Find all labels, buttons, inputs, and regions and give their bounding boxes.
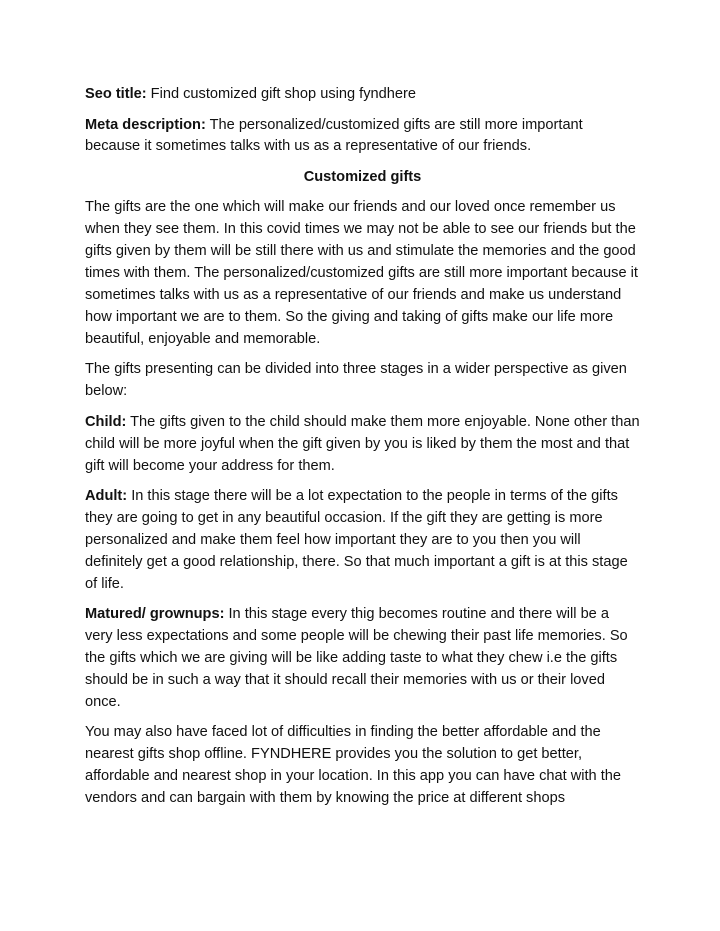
adult-stage-paragraph	[85, 486, 640, 596]
closing-paragraph: You may also have faced lot of difficulties in finding the better affordable and the nearest gifts shop offline. FYNDHERE provides you the solution to get better, affordable and nearest shop in your location. In this app you can have chat with the vendors and can bargain with them by knowing the price at different shops	[85, 724, 621, 807]
seo-title-label: Seo title:	[85, 86, 147, 102]
intro-paragraph: The gifts are the one which will make our friends and our loved once remember us when they see them. In this covid times we may not be able to see our friends but the gifts given by them will be still there with us and stimulate the memories and the good times with them. The personalized/customized gifts are still more important because it sometimes talks with us as a representative of our friends and make us understand how important we are to them. So the giving and taking of gifts make our life more beautiful, enjoyable and memorable.	[85, 199, 638, 347]
seo-title-line	[85, 84, 640, 106]
adult-stage-label: Adult:	[85, 488, 128, 505]
meta-description-label: Meta description:	[85, 116, 206, 133]
matured-stage-paragraph	[85, 604, 640, 714]
document-page	[85, 84, 640, 819]
adult-stage-text: In this stage there will be a lot expectation to the people in terms of the gifts they are going to get in any beautiful occasion. If the gift they are getting is more personalized and make them feel how important they are to you then you will definitely get a good relationship, there. So that much important a gift is at this stage of life.	[85, 488, 628, 592]
matured-stage-label: Matured/ grownups:	[85, 606, 225, 623]
child-stage-paragraph	[85, 412, 640, 478]
stages-intro-paragraph: The gifts presenting can be divided into three stages in a wider perspective as given below:	[85, 361, 627, 400]
child-stage-text: The gifts given to the child should make them more enjoyable. None other than child will be more joyful when the gift given by you is liked by them the most and that gift will become your address for them.	[85, 413, 640, 474]
seo-title-text: Find customized gift shop using fyndhere	[146, 86, 416, 102]
meta-description-text: The personalized/customized gifts are still more important because it sometimes talks with us as a representative of our friends.	[85, 116, 583, 155]
section-heading: Customized gifts	[303, 168, 422, 185]
matured-stage-text: In this stage every thig becomes routine and there will be a very less expectations and some people will be chewing their past life memories. So the gifts which we are giving will be like adding taste to what they chew i.e the gifts should be in such a way that it should recall their memories with us or their loved once.	[85, 606, 628, 710]
meta-description-line	[85, 115, 640, 159]
child-stage-label: Child:	[85, 413, 127, 430]
